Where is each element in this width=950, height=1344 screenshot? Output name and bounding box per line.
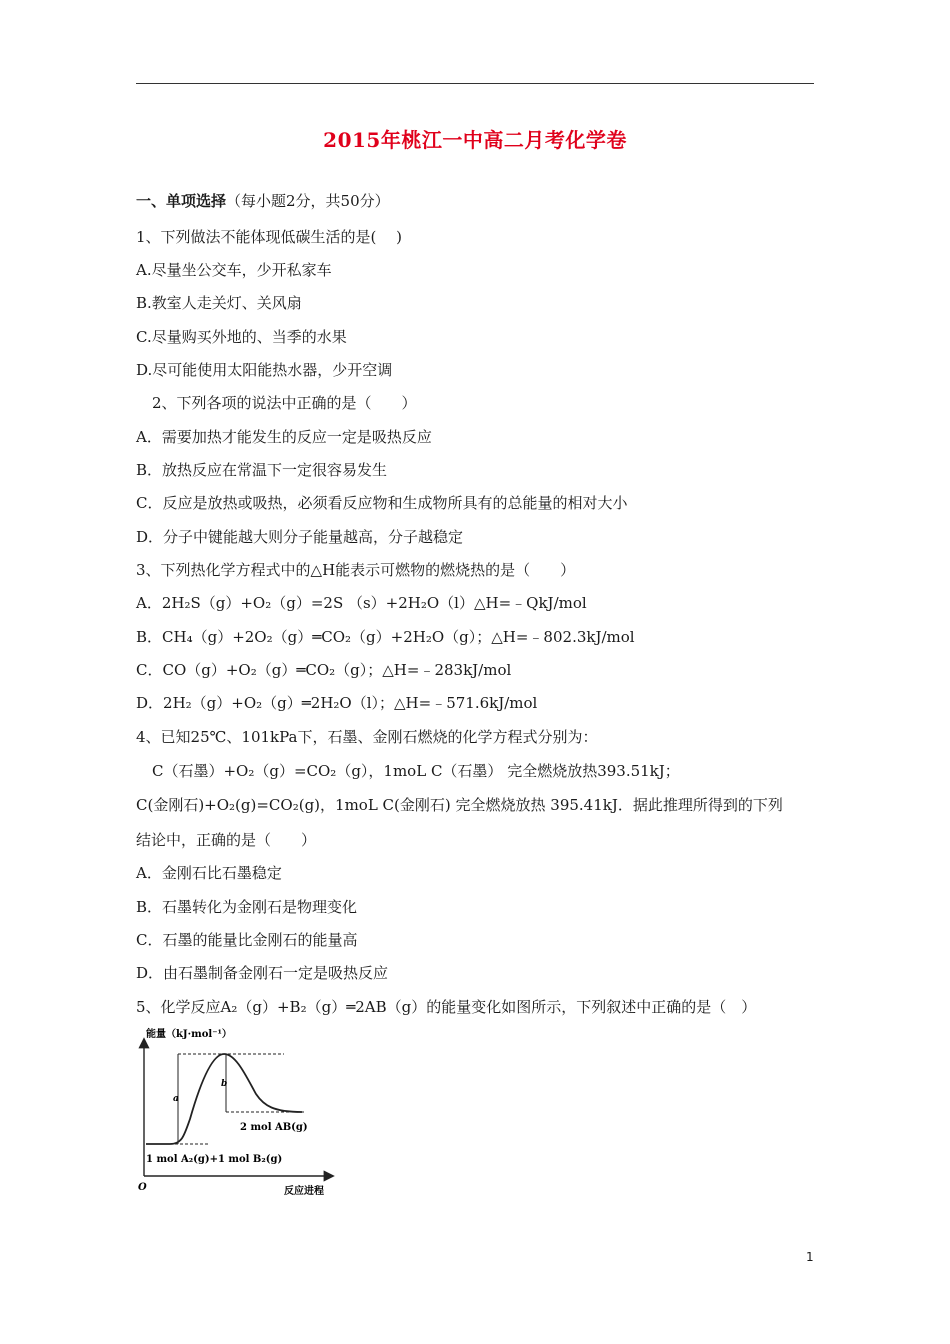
q4-option-b: B．石墨转化为金刚石是物理变化 [136, 898, 358, 916]
q2-stem: 2、下列各项的说法中正确的是（ ） [152, 394, 417, 412]
q1-option-b: B.教室人走关灯、关风扇 [136, 294, 302, 312]
page-number: 1 [806, 1250, 814, 1264]
q3-stem: 3、下列热化学方程式中的△H能表示可燃物的燃烧热的是（ ） [136, 561, 576, 579]
section-label: 一、单项选择 [136, 192, 227, 210]
reactant-label: 1 mol A₂(g)+1 mol B₂(g) [146, 1154, 283, 1165]
label-b: b [221, 1079, 228, 1089]
origin-label: O [138, 1182, 147, 1193]
q3-option-d: D．2H₂（g）+O₂（g）═2H₂O（l）；△H=﹣571.6kJ/mol [136, 694, 538, 712]
q3-option-b: B．CH₄（g）+2O₂（g）═CO₂（g）+2H₂O（g）；△H=﹣802.3kJ/mol [136, 628, 635, 646]
q2-option-b: B．放热反应在常温下一定很容易发生 [136, 461, 388, 479]
q2-option-a: A．需要加热才能发生的反应一定是吸热反应 [136, 428, 432, 446]
page-title: 2015年桃江一中高二月考化学卷 [323, 128, 627, 152]
q4-option-a: A．金刚石比石墨稳定 [136, 864, 282, 882]
label-a: a [173, 1094, 179, 1104]
q4-option-c: C．石墨的能量比金刚石的能量高 [136, 931, 358, 949]
q4-stem: 4、已知25℃、101kPa下，石墨、金刚石燃烧的化学方程式分别为： [136, 728, 598, 746]
q1-option-d: D.尽可能使用太阳能热水器，少开空调 [136, 361, 393, 379]
product-label: 2 mol AB(g) [240, 1122, 308, 1133]
section-heading [136, 191, 390, 211]
section-note: （每小题2分，共50分） [226, 192, 390, 210]
q2-option-d: D．分子中键能越大则分子能量越高，分子越稳定 [136, 528, 464, 546]
q5-stem: 5、化学反应A₂（g）+B₂（g）═2AB（g）的能量变化如图所示，下列叙述中正确的是（ ） [136, 998, 757, 1016]
q4-equation-diamond: C(金刚石)+O₂(g)=CO₂(g)，1moL C(金刚石) 完全燃烧放热 395.41kJ．据此推理所得到的下列 [136, 796, 783, 814]
q4-stem-continued: 结论中，正确的是（ ） [136, 831, 317, 849]
q2-option-c: C．反应是放热或吸热，必须看反应物和生成物所具有的总能量的相对大小 [136, 494, 628, 512]
x-axis-label: 反应进程 [284, 1186, 324, 1197]
energy-diagram [134, 1024, 344, 1200]
q1-option-a: A.尽量坐公交车，少开私家车 [136, 261, 332, 279]
q3-option-c: C．CO（g）+O₂（g）═CO₂（g）；△H=﹣283kJ/mol [136, 661, 512, 679]
q4-equation-graphite: C（石墨）+O₂（g）=CO₂（g），1moL C（石墨） 完全燃烧放热393.51kJ； [152, 762, 680, 780]
q1-option-c: C.尽量购买外地的、当季的水果 [136, 328, 347, 346]
header-rule [136, 83, 814, 84]
q1-stem: 1、下列做法不能体现低碳生活的是( ) [136, 228, 403, 246]
y-axis-label: 能量（kJ·mol⁻¹） [146, 1029, 232, 1040]
q4-option-d: D．由石墨制备金刚石一定是吸热反应 [136, 964, 389, 982]
q3-option-a: A．2H₂S（g）+O₂（g）=2S （s）+2H₂O（l）△H=﹣QkJ/mol [136, 594, 587, 612]
